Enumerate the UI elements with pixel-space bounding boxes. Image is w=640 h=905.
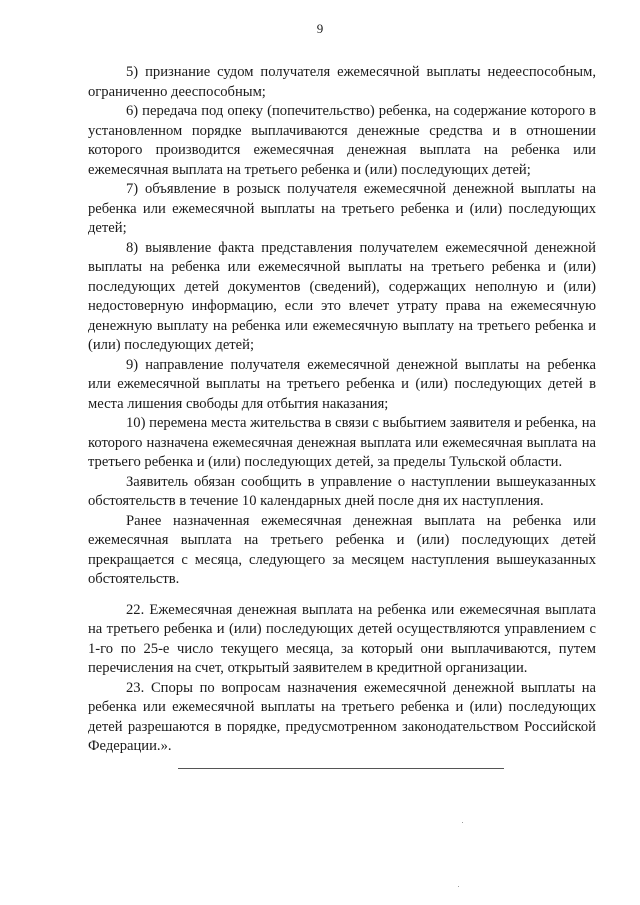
paragraph-item-10: 10) перемена места жительства в связи с выбытием заявителя и ребенка, на которого назначена ежемесячная денежная выплата или ежемесячная выплата на третьего ребенка и (или) последующих детей, за пределы Тульской области. [88, 415, 596, 470]
scan-noise-dot [462, 822, 463, 823]
paragraph-item-9: 9) направление получателя ежемесячной денежной выплаты на ребенка или ежемесячной выплаты на третьего ребенка и (или) последующих детей в места лишения свободы для отбытия наказания; [88, 356, 596, 412]
paragraph-item-8: 8) выявление факта представления получателем ежемесячной денежной выплаты на ребенка или ежемесячной выплаты на третьего ребенка и (или) последующих детей документов (сведений), содержащих неполную и (или) недостоверную информацию, если это влечет утрату права на ежемесячную денежную выплату на ребенка или ежемесячную выплату на третьего ребенка и (или) последующих детей; [88, 239, 596, 353]
paragraph-item-6: 6) передача под опеку (попечительство) ребенка, на содержание которого в установленном порядке выплачиваются денежные средства и в отношении которого производится ежемесячная денежная выплата на ребенка или ежемесячная выплата на третьего ребенка и (или) последующих детей; [88, 103, 596, 178]
notification-duty-paragraph: Заявитель обязан сообщить в управление о наступлении вышеуказанных обстоятельств в течение 10 календарных дней после дня их наступления. [88, 473, 596, 509]
page-number: 9 [316, 21, 324, 36]
paragraph-item-5: 5) признание судом получателя ежемесячной выплаты недееспособным, ограниченно дееспособным; [88, 64, 596, 100]
termination-paragraph: Ранее назначенная ежемесячная денежная выплата на ребенка или ежемесячная выплата на третьего ребенка и (или) последующих детей прекращается с месяца, следующего за месяцем наступления вышеуказанных обстоятельств. [88, 512, 596, 587]
scan-noise-dot [458, 886, 459, 887]
clause-22-paragraph: 22. Ежемесячная денежная выплата на ребенка или ежемесячная выплата на третьего ребенка и (или) последующих детей осуществляются управлением с 1-го по 25-е число текущего месяца, за который они выплачиваются, путем перечисления на счет, открытый заявителем в кредитной организации. [88, 601, 596, 676]
clause-23-paragraph: 23. Споры по вопросам назначения ежемесячной денежной выплаты на ребенка или ежемесячной выплаты на третьего ребенка и (или) последующих детей разрешаются в порядке, предусмотренном законодательством Российской Федерации.». [88, 679, 596, 754]
document-body [88, 63, 596, 757]
paragraph-item-7: 7) объявление в розыск получателя ежемесячной денежной выплаты на ребенка или ежемесячной выплаты на третьего ребенка и (или) последующих детей; [88, 181, 596, 236]
end-of-document-rule [178, 768, 504, 769]
